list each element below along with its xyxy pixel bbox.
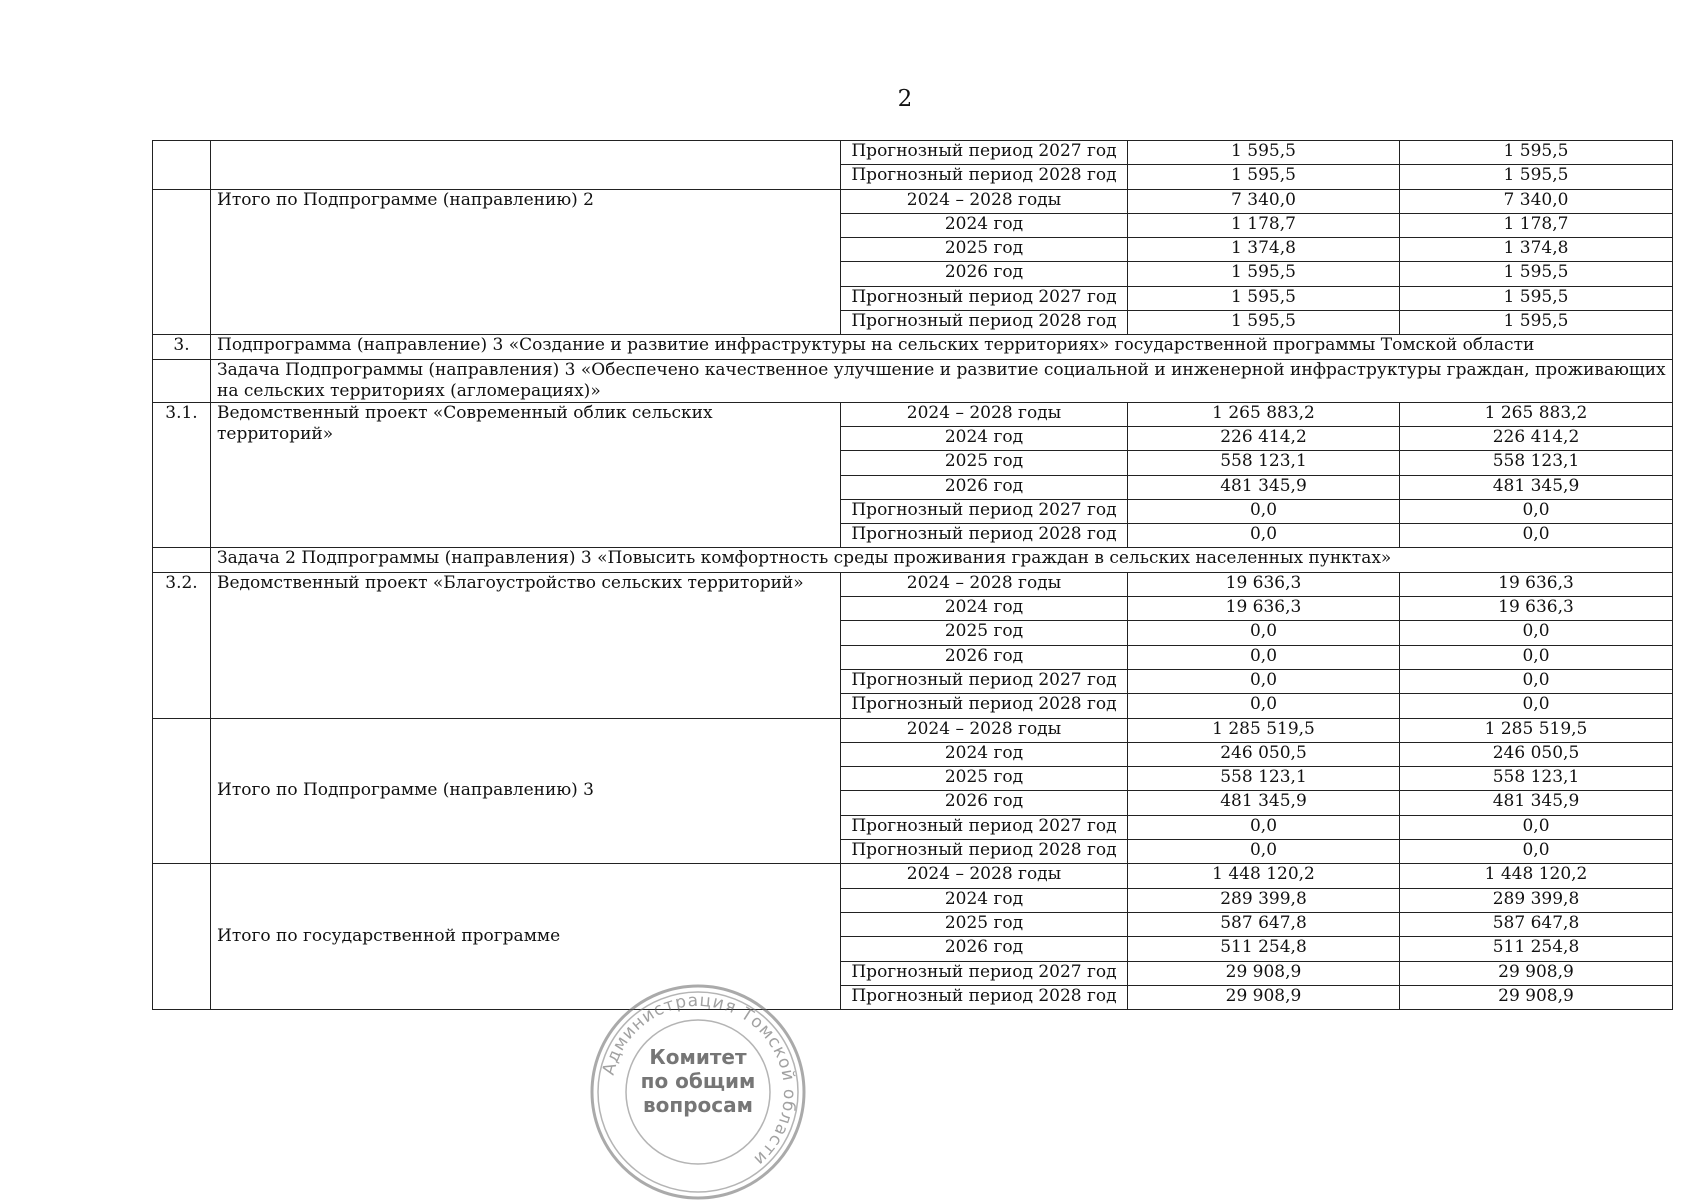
value-cell-1: 7 340,0 [1128, 189, 1400, 213]
period-cell: 2026 год [841, 645, 1128, 669]
page-number: 2 [897, 86, 913, 112]
value-cell-1: 1 595,5 [1128, 286, 1400, 310]
value-cell-2: 0,0 [1400, 694, 1673, 718]
period-cell: 2026 год [841, 262, 1128, 286]
value-cell-1: 481 345,9 [1128, 791, 1400, 815]
period-cell: 2025 год [841, 451, 1128, 475]
period-cell: Прогнозный период 2028 год [841, 840, 1128, 864]
stamp-center-text [588, 1045, 808, 1117]
value-cell-1: 0,0 [1128, 815, 1400, 839]
value-cell-2: 0,0 [1400, 621, 1673, 645]
name-cell: Итого по Подпрограмме (направлению) 3 [211, 718, 841, 864]
table-row [153, 718, 1673, 742]
value-cell-1: 1 265 883,2 [1128, 402, 1400, 426]
value-cell-1: 481 345,9 [1128, 475, 1400, 499]
period-cell: 2026 год [841, 937, 1128, 961]
value-cell-1: 289 399,8 [1128, 888, 1400, 912]
period-cell: Прогнозный период 2027 год [841, 815, 1128, 839]
value-cell-2: 1 595,5 [1400, 311, 1673, 335]
value-cell-1: 1 595,5 [1128, 262, 1400, 286]
value-cell-2: 481 345,9 [1400, 791, 1673, 815]
value-cell-1: 0,0 [1128, 694, 1400, 718]
value-cell-1: 1 178,7 [1128, 213, 1400, 237]
value-cell-2: 7 340,0 [1400, 189, 1673, 213]
value-cell-2: 29 908,9 [1400, 985, 1673, 1009]
number-cell [153, 141, 211, 190]
table-row [153, 572, 1673, 596]
value-cell-1: 1 595,5 [1128, 165, 1400, 189]
name-cell: Итого по Подпрограмме (направлению) 2 [211, 189, 841, 335]
period-cell: 2026 год [841, 475, 1128, 499]
value-cell-1: 1 595,5 [1128, 141, 1400, 165]
number-cell [153, 359, 211, 402]
period-cell: Прогнозный период 2027 год [841, 141, 1128, 165]
budget-table-body [153, 141, 1673, 1010]
value-cell-2: 1 178,7 [1400, 213, 1673, 237]
value-cell-1: 0,0 [1128, 669, 1400, 693]
value-cell-1: 19 636,3 [1128, 572, 1400, 596]
value-cell-1: 0,0 [1128, 840, 1400, 864]
period-cell: Прогнозный период 2028 год [841, 311, 1128, 335]
value-cell-2: 511 254,8 [1400, 937, 1673, 961]
period-cell: Прогнозный период 2028 год [841, 985, 1128, 1009]
value-cell-1: 19 636,3 [1128, 597, 1400, 621]
period-cell: 2024 год [841, 426, 1128, 450]
period-cell: 2025 год [841, 621, 1128, 645]
value-cell-2: 0,0 [1400, 840, 1673, 864]
name-cell: Ведомственный проект «Современный облик сельских территорий» [211, 402, 841, 548]
value-cell-1: 1 285 519,5 [1128, 718, 1400, 742]
value-cell-2: 481 345,9 [1400, 475, 1673, 499]
value-cell-2: 19 636,3 [1400, 597, 1673, 621]
name-cell: Ведомственный проект «Благоустройство сельских территорий» [211, 572, 841, 718]
value-cell-2: 587 647,8 [1400, 912, 1673, 936]
period-cell: Прогнозный период 2027 год [841, 286, 1128, 310]
table-row [153, 335, 1673, 359]
value-cell-2: 1 374,8 [1400, 238, 1673, 262]
period-cell: 2024 год [841, 742, 1128, 766]
number-cell [153, 718, 211, 864]
value-cell-2: 0,0 [1400, 669, 1673, 693]
period-cell: 2024 год [841, 888, 1128, 912]
number-cell: 3.2. [153, 572, 211, 718]
table-row [153, 548, 1673, 572]
number-cell [153, 864, 211, 1010]
period-cell: Прогнозный период 2027 год [841, 499, 1128, 523]
period-cell: 2024 год [841, 597, 1128, 621]
table-row [153, 864, 1673, 888]
period-cell: Прогнозный период 2028 год [841, 165, 1128, 189]
number-cell: 3. [153, 335, 211, 359]
table-row [153, 402, 1673, 426]
value-cell-1: 246 050,5 [1128, 742, 1400, 766]
period-cell: 2024 – 2028 годы [841, 189, 1128, 213]
value-cell-1: 226 414,2 [1128, 426, 1400, 450]
period-cell: 2024 – 2028 годы [841, 864, 1128, 888]
period-cell: 2026 год [841, 791, 1128, 815]
value-cell-1: 1 374,8 [1128, 238, 1400, 262]
value-cell-2: 246 050,5 [1400, 742, 1673, 766]
period-cell: Прогнозный период 2028 год [841, 524, 1128, 548]
value-cell-1: 511 254,8 [1128, 937, 1400, 961]
table-row [153, 141, 1673, 165]
value-cell-1: 0,0 [1128, 499, 1400, 523]
value-cell-2: 1 595,5 [1400, 286, 1673, 310]
value-cell-1: 1 448 120,2 [1128, 864, 1400, 888]
stamp-line-2: по общим [640, 1069, 756, 1093]
value-cell-2: 0,0 [1400, 645, 1673, 669]
value-cell-2: 0,0 [1400, 815, 1673, 839]
number-cell [153, 189, 211, 335]
task-title: Задача Подпрограммы (направления) 3 «Обеспечено качественное улучшение и развитие социальной и инженерной инфраструктуры граждан, проживающих на сельских территориях (агломерациях)» [211, 359, 1673, 402]
value-cell-1: 0,0 [1128, 645, 1400, 669]
name-cell [211, 141, 841, 190]
stamp-line-3: вопросам [643, 1093, 753, 1117]
value-cell-2: 1 265 883,2 [1400, 402, 1673, 426]
period-cell: Прогнозный период 2027 год [841, 669, 1128, 693]
table-row [153, 359, 1673, 402]
value-cell-2: 1 595,5 [1400, 165, 1673, 189]
value-cell-1: 29 908,9 [1128, 961, 1400, 985]
period-cell: 2024 – 2028 годы [841, 572, 1128, 596]
number-cell [153, 548, 211, 572]
value-cell-1: 587 647,8 [1128, 912, 1400, 936]
period-cell: Прогнозный период 2027 год [841, 961, 1128, 985]
value-cell-2: 1 285 519,5 [1400, 718, 1673, 742]
period-cell: 2024 – 2028 годы [841, 402, 1128, 426]
value-cell-1: 0,0 [1128, 524, 1400, 548]
value-cell-1: 29 908,9 [1128, 985, 1400, 1009]
period-cell: 2025 год [841, 238, 1128, 262]
value-cell-1: 1 595,5 [1128, 311, 1400, 335]
value-cell-1: 558 123,1 [1128, 767, 1400, 791]
value-cell-1: 558 123,1 [1128, 451, 1400, 475]
value-cell-2: 1 595,5 [1400, 262, 1673, 286]
budget-table [152, 140, 1673, 1010]
value-cell-2: 289 399,8 [1400, 888, 1673, 912]
value-cell-2: 29 908,9 [1400, 961, 1673, 985]
name-cell: Итого по государственной программе [211, 864, 841, 1010]
period-cell: 2025 год [841, 767, 1128, 791]
table-row [153, 189, 1673, 213]
value-cell-1: 0,0 [1128, 621, 1400, 645]
value-cell-2: 558 123,1 [1400, 767, 1673, 791]
value-cell-2: 226 414,2 [1400, 426, 1673, 450]
stamp-ring-text: Администрация Томской области [598, 990, 800, 1170]
period-cell: 2025 год [841, 912, 1128, 936]
subprogram-title: Подпрограмма (направление) 3 «Создание и развитие инфраструктуры на сельских территориях» государственной программы Томской области [211, 335, 1673, 359]
value-cell-2: 1 595,5 [1400, 141, 1673, 165]
value-cell-2: 558 123,1 [1400, 451, 1673, 475]
value-cell-2: 0,0 [1400, 524, 1673, 548]
value-cell-2: 0,0 [1400, 499, 1673, 523]
period-cell: Прогнозный период 2028 год [841, 694, 1128, 718]
period-cell: 2024 – 2028 годы [841, 718, 1128, 742]
period-cell: 2024 год [841, 213, 1128, 237]
stamp-line-1: Комитет [649, 1045, 747, 1069]
value-cell-2: 1 448 120,2 [1400, 864, 1673, 888]
task-title: Задача 2 Подпрограммы (направления) 3 «Повысить комфортность среды проживания граждан в сельских населенных пунктах» [211, 548, 1673, 572]
number-cell: 3.1. [153, 402, 211, 548]
value-cell-2: 19 636,3 [1400, 572, 1673, 596]
